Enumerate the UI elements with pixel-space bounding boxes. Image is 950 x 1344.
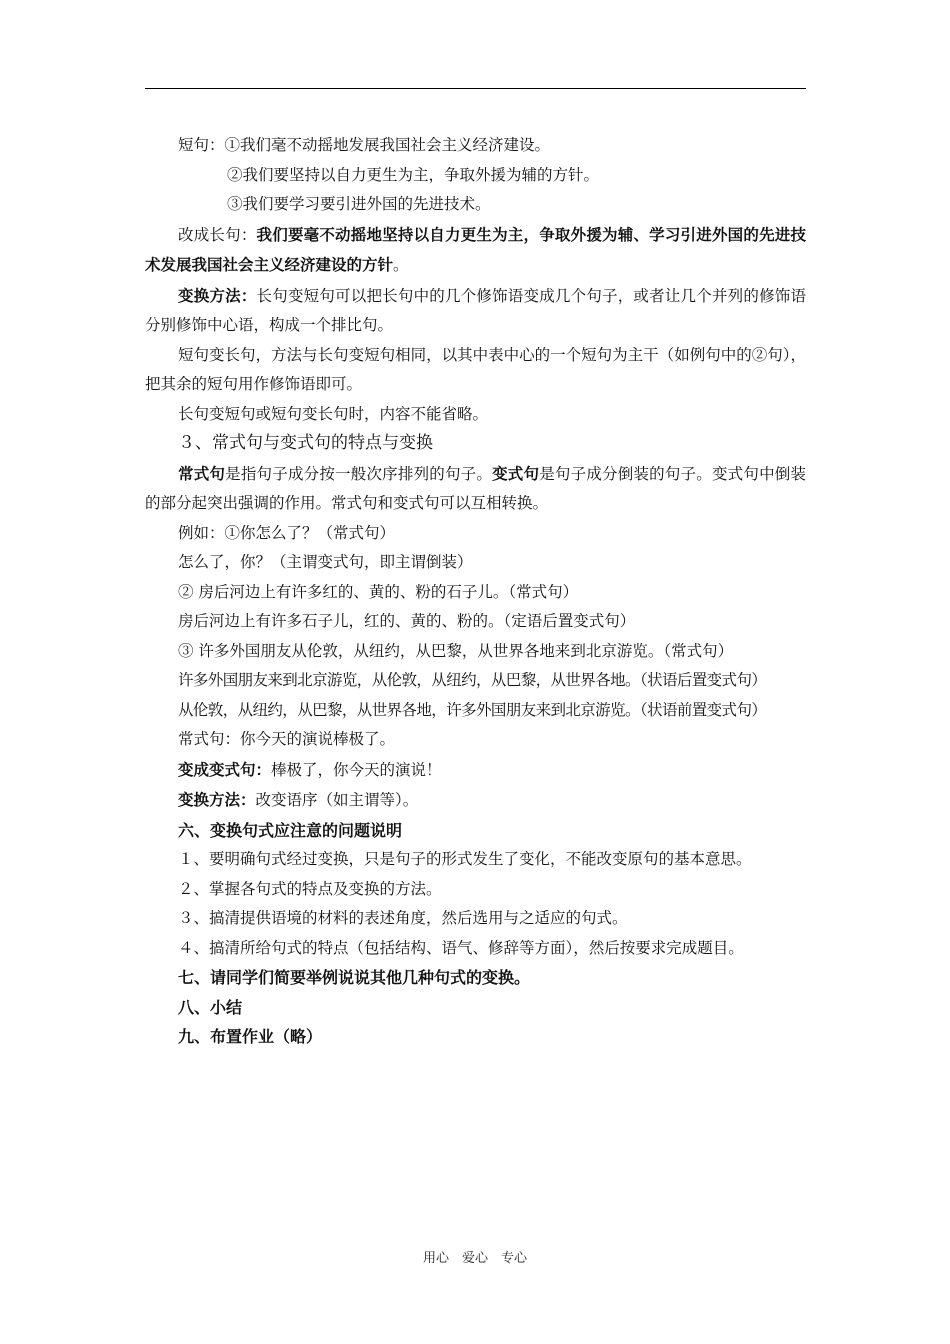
section-3-heading: ３、常式句与变式句的特点与变换 bbox=[178, 433, 433, 453]
variant-definition: 是句子成分倒装的句子。变式句中倒装的部分起突出强调的作用。常式句和变式句可以互相转换。 bbox=[145, 464, 806, 512]
method-text: 长句变短句可以把长句中的几个修饰语变成几个句子，或者让几个并列的修饰语分别修饰中心语，构成一个排比句。 bbox=[145, 286, 806, 334]
method-line-2 bbox=[145, 785, 806, 816]
variant-text: 棒极了，你今天的演说！ bbox=[271, 760, 442, 779]
note-4: ４、搞清所给句式的特点（包括结构、语气、修辞等方面），然后按要求完成题目。 bbox=[178, 938, 744, 957]
short-sentence-3: ③我们要学习要引进外国的先进技术。 bbox=[227, 195, 491, 213]
content-note: 长句变短句或短句变长句时，内容不能省略。 bbox=[178, 404, 489, 423]
variant-term: 变式句 bbox=[492, 463, 540, 483]
example-3a: ③ 许多外国朋友从伦敦，从纽约，从巴黎，从世界各地来到北京游览。（常式句） bbox=[178, 641, 734, 660]
example-3b: 许多外国朋友来到北京游览，从伦敦，从纽约，从巴黎，从世界各地。（状语后置变式句） bbox=[178, 671, 767, 689]
method-paragraph bbox=[145, 281, 806, 341]
note-1: １、要明确句式经过变换，只是句子的形式发生了变化，不能改变原句的基本意思。 bbox=[178, 850, 752, 868]
section-8-heading: 八、小结 bbox=[178, 997, 243, 1017]
method-label-2: 变换方法： bbox=[178, 790, 256, 809]
long-sentence-paragraph bbox=[145, 220, 806, 281]
short-to-long-paragraph: 短句变长句，方法与长句变短句相同，以其中表中心的一个短句为主干（如例句中的②句），把其余的短句用作修饰语即可。 bbox=[145, 345, 806, 393]
example-3c: 从伦敦，从纽约，从巴黎，从世界各地，许多外国朋友来到北京游览。（状语前置变式句） bbox=[178, 700, 767, 719]
example-1b: 怎么了，你？（主谓变式句，即主谓倒装） bbox=[178, 553, 473, 571]
method-text-2: 改变语序（如主谓等）。 bbox=[255, 791, 419, 809]
note-2: ２、掌握各句式的特点及变换的方法。 bbox=[178, 879, 442, 898]
regular-variant-definition bbox=[145, 459, 806, 519]
example-2b: 房后河边上有许多石子儿，红的、黄的、粉的。（定语后置变式句） bbox=[178, 612, 636, 630]
document-body bbox=[145, 131, 806, 1052]
page-footer: 用心 爱心 专心 bbox=[422, 1251, 527, 1266]
section-9-heading: 九、布置作业（略） bbox=[178, 1027, 323, 1046]
short-sentence-2: ②我们要坚持以自力更生为主，争取外援为辅的方针。 bbox=[227, 165, 600, 184]
section-6-heading: 六、变换句式应注意的问题说明 bbox=[178, 820, 403, 840]
variant-label: 变成变式句： bbox=[178, 759, 272, 779]
long-sentence-period: 。 bbox=[393, 256, 409, 274]
long-sentence-text: 我们要毫不动摇地坚持以自力更生为主，争取外援为辅、学习引进外国的先进技术发展我国社会主义经济建设的方针 bbox=[145, 224, 806, 274]
example-2a: ② 房后河边上有许多红的、黄的、粉的石子儿。（常式句） bbox=[178, 582, 579, 601]
example-4a: 常式句：你今天的演说棒极了。 bbox=[178, 730, 396, 748]
example-4b bbox=[145, 755, 806, 786]
short-sentence-1: 短句：①我们毫不动摇地发展我国社会主义经济建设。 bbox=[178, 136, 551, 154]
regular-definition: 是指句子成分按一般次序排列的句子。 bbox=[225, 464, 493, 483]
regular-term: 常式句 bbox=[178, 463, 226, 483]
note-3: ３、搞清提供语境的材料的表述角度，然后选用与之适应的句式。 bbox=[178, 909, 628, 927]
example-1a: 例如：①你怎么了？（常式句） bbox=[178, 523, 396, 542]
long-sentence-label: 改成长句： bbox=[178, 225, 257, 244]
method-label: 变换方法： bbox=[178, 285, 257, 305]
header-rule bbox=[145, 88, 806, 89]
section-7-heading: 七、请同学们简要举例说说其他几种句式的变换。 bbox=[178, 968, 531, 987]
